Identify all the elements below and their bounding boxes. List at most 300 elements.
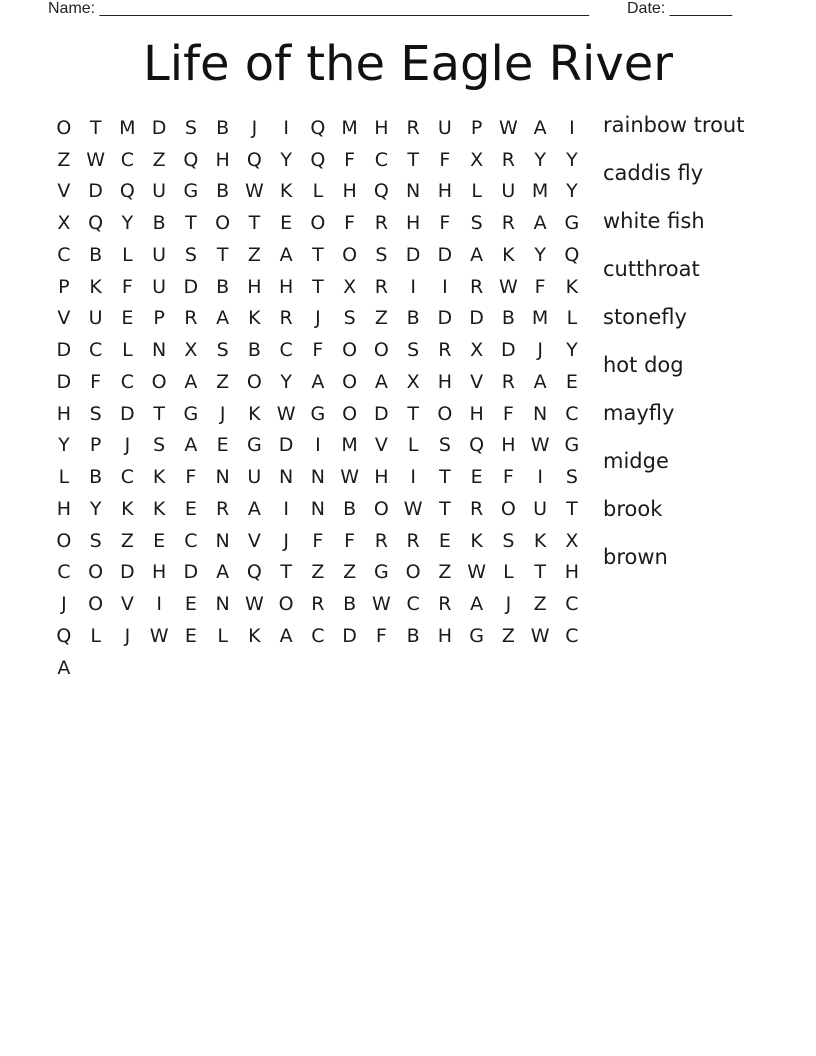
grid-letter: M: [341, 434, 358, 457]
grid-letter: R: [438, 339, 452, 362]
grid-letter: R: [501, 370, 515, 393]
grid-letter: M: [531, 307, 549, 330]
word-list-item: cutthroat: [603, 257, 700, 281]
grid-letter: N: [310, 497, 325, 520]
grid-letter: S: [216, 339, 229, 362]
name-field-label: Name: _______________________________________________________: [48, 0, 589, 17]
grid-letter: I: [442, 275, 448, 298]
grid-letter: Q: [310, 148, 326, 171]
grid-letter: F: [439, 212, 451, 235]
grid-letter: O: [405, 561, 421, 584]
grid-letter: U: [501, 180, 516, 203]
grid-letter: B: [216, 180, 230, 203]
grid-letter: B: [343, 593, 357, 616]
grid-letter: X: [406, 370, 420, 393]
grid-letter: L: [312, 180, 324, 203]
grid-letter: B: [216, 275, 230, 298]
grid-letter: U: [533, 497, 548, 520]
grid-letter: H: [278, 275, 294, 298]
grid-letter: Z: [438, 561, 452, 584]
grid-letter: I: [537, 466, 543, 489]
grid-letter: K: [248, 307, 261, 330]
grid-letter: Z: [311, 561, 325, 584]
grid-letter: J: [505, 593, 512, 616]
grid-letter: K: [248, 624, 261, 647]
grid-letter: O: [437, 402, 453, 425]
grid-letter: J: [124, 624, 131, 647]
grid-letter: R: [279, 307, 293, 330]
grid-letter: E: [565, 370, 578, 393]
word-list-item: rainbow trout: [603, 113, 745, 137]
grid-letter: C: [120, 148, 135, 171]
grid-letter: J: [251, 116, 258, 139]
grid-letter: D: [56, 370, 72, 393]
grid-letter: A: [279, 243, 293, 266]
grid-letter: W: [276, 402, 296, 425]
grid-letter: Y: [534, 148, 546, 171]
grid-letter: S: [89, 402, 102, 425]
grid-letter: H: [56, 497, 72, 520]
grid-letter: H: [469, 402, 484, 425]
grid-letter: P: [58, 275, 70, 298]
word-list-item: hot dog: [603, 353, 684, 377]
grid-letter: U: [152, 243, 167, 266]
grid-letter: W: [498, 275, 518, 298]
grid-letter: N: [279, 466, 294, 489]
grid-letter: R: [438, 593, 452, 616]
grid-letter: C: [120, 466, 135, 489]
grid-letter: Z: [501, 624, 515, 647]
grid-letter: T: [407, 148, 419, 171]
grid-letter: Y: [280, 370, 292, 393]
grid-letter: H: [342, 180, 357, 203]
grid-letter: Z: [120, 529, 134, 552]
grid-letter: V: [470, 370, 484, 393]
grid-letter: B: [501, 307, 515, 330]
grid-letter: K: [152, 466, 166, 489]
grid-letter: U: [437, 116, 452, 139]
grid-letter: W: [244, 180, 264, 203]
grid-letter: Y: [89, 497, 102, 520]
grid-letter: F: [312, 339, 324, 362]
grid-letter: Q: [183, 148, 199, 171]
grid-letter: J: [537, 339, 543, 362]
grid-letter: O: [56, 529, 72, 552]
grid-letter: T: [280, 561, 292, 584]
grid-letter: G: [310, 402, 326, 425]
grid-letter: V: [120, 593, 134, 616]
word-list-item: midge: [603, 449, 669, 473]
grid-letter: H: [437, 624, 453, 647]
grid-letter: W: [403, 497, 423, 520]
grid-letter: S: [184, 243, 197, 266]
grid-letter: S: [565, 466, 578, 489]
grid-letter: S: [89, 529, 102, 552]
grid-letter: F: [375, 624, 387, 647]
grid-letter: W: [498, 116, 518, 139]
grid-letter: R: [501, 212, 515, 235]
grid-letter: L: [122, 339, 133, 362]
grid-letter: N: [215, 466, 230, 489]
grid-letter: D: [278, 434, 294, 457]
grid-letter: H: [437, 370, 453, 393]
grid-letter: S: [375, 243, 388, 266]
grid-letter: Y: [566, 180, 578, 203]
word-list-item: brown: [603, 545, 668, 569]
grid-letter: E: [121, 307, 134, 330]
grid-letter: X: [470, 148, 484, 171]
grid-letter: T: [248, 212, 261, 235]
grid-letter: K: [89, 275, 102, 298]
grid-letter: D: [88, 180, 103, 203]
grid-letter: R: [311, 593, 325, 616]
grid-letter: C: [565, 402, 579, 425]
grid-letter: B: [406, 307, 420, 330]
grid-letter: C: [184, 529, 198, 552]
grid-letter: T: [89, 116, 102, 139]
grid-letter: L: [471, 180, 482, 203]
grid-letter: S: [407, 339, 420, 362]
grid-letter: U: [152, 180, 167, 203]
grid-letter: Z: [374, 307, 388, 330]
grid-letter: C: [406, 593, 420, 616]
grid-letter: E: [184, 497, 197, 520]
word-list-item: stonefly: [603, 305, 687, 329]
grid-letter: O: [88, 593, 104, 616]
grid-letter: T: [185, 212, 197, 235]
grid-letter: J: [283, 529, 289, 552]
grid-letter: F: [344, 148, 356, 171]
word-list: [603, 110, 744, 590]
grid-letter: T: [153, 402, 165, 425]
grid-letter: R: [406, 529, 420, 552]
grid-letter: O: [342, 339, 358, 362]
grid-letter: O: [215, 212, 231, 235]
grid-letter: S: [502, 529, 515, 552]
grid-letter: N: [310, 466, 325, 489]
grid-letter: C: [57, 243, 71, 266]
grid-letter: P: [153, 307, 165, 330]
grid-letter: C: [57, 561, 71, 584]
grid-letter: L: [407, 434, 419, 457]
grid-letter: Q: [119, 180, 135, 203]
grid-letter: V: [374, 434, 388, 457]
grid-letter: F: [502, 466, 514, 489]
grid-letter: Q: [469, 434, 485, 457]
grid-letter: T: [439, 466, 451, 489]
grid-letter: K: [502, 243, 515, 266]
grid-letter: Y: [534, 243, 546, 266]
grid-letter: D: [437, 307, 453, 330]
grid-letter: A: [216, 561, 230, 584]
grid-letter: S: [470, 212, 483, 235]
grid-letter: F: [90, 370, 102, 393]
grid-letter: M: [341, 116, 358, 139]
grid-letter: F: [534, 275, 546, 298]
grid-letter: K: [152, 497, 166, 520]
grid-letter: A: [374, 370, 388, 393]
grid-letter: S: [438, 434, 451, 457]
grid-letter: D: [405, 243, 421, 266]
grid-letter: Z: [247, 243, 261, 266]
grid-letter: N: [406, 180, 421, 203]
grid-letter: A: [533, 116, 547, 139]
grid-letter: B: [89, 466, 103, 489]
grid-letter: I: [315, 434, 321, 457]
date-field-label: Date: _______: [627, 0, 732, 17]
grid-letter: Z: [57, 148, 71, 171]
grid-letter: D: [120, 561, 135, 584]
page-title: Life of the Eagle River: [142, 36, 673, 92]
grid-letter: H: [215, 148, 230, 171]
grid-letter: T: [439, 497, 451, 520]
word-list-item: white fish: [603, 209, 705, 233]
grid-letter: R: [216, 497, 230, 520]
grid-letter: R: [470, 275, 484, 298]
grid-letter: G: [183, 402, 199, 425]
grid-letter: T: [407, 402, 419, 425]
grid-letter: G: [247, 434, 262, 457]
grid-letter: E: [184, 593, 197, 616]
grid-letter: U: [88, 307, 103, 330]
grid-letter: P: [470, 116, 483, 139]
grid-letter: H: [374, 466, 389, 489]
grid-letter: A: [184, 434, 198, 457]
grid-letter: N: [152, 339, 167, 362]
grid-letter: O: [56, 116, 72, 139]
grid-letter: B: [216, 116, 230, 139]
grid-letter: D: [56, 339, 72, 362]
grid-letter: O: [373, 339, 389, 362]
grid-letter: H: [501, 434, 516, 457]
grid-letter: S: [343, 307, 356, 330]
grid-letter: Q: [373, 180, 389, 203]
grid-letter: D: [120, 402, 135, 425]
grid-letter: T: [534, 561, 546, 584]
grid-letter: G: [564, 212, 580, 235]
grid-letter: D: [183, 561, 199, 584]
grid-letter: W: [467, 561, 487, 584]
grid-letter: J: [315, 307, 321, 330]
grid-letter: L: [58, 466, 70, 489]
grid-letter: C: [565, 624, 579, 647]
grid-letter: A: [247, 497, 261, 520]
grid-letter: A: [533, 212, 547, 235]
grid-letter: F: [344, 212, 356, 235]
grid-letter: I: [410, 466, 416, 489]
grid-letter: Y: [566, 148, 578, 171]
grid-letter: A: [184, 370, 198, 393]
grid-letter: Z: [152, 148, 166, 171]
grid-letter: O: [342, 402, 358, 425]
grid-letter: K: [565, 275, 579, 298]
grid-letter: A: [216, 307, 230, 330]
grid-letter: F: [312, 529, 324, 552]
grid-letter: W: [244, 593, 264, 616]
grid-letter: O: [373, 497, 389, 520]
grid-letter: R: [501, 148, 515, 171]
grid-letter: V: [57, 180, 71, 203]
grid-letter: S: [184, 116, 197, 139]
grid-letter: X: [184, 339, 198, 362]
grid-letter: X: [470, 339, 484, 362]
grid-letter: W: [149, 624, 169, 647]
grid-letter: I: [156, 593, 162, 616]
grid-letter: G: [183, 180, 199, 203]
grid-letter: P: [89, 434, 102, 457]
grid-letter: B: [89, 243, 103, 266]
grid-letter: H: [151, 561, 167, 584]
grid-letter: W: [530, 624, 550, 647]
grid-letter: D: [501, 339, 516, 362]
grid-letter: E: [470, 466, 483, 489]
grid-letter: E: [280, 212, 293, 235]
grid-letter: N: [215, 593, 230, 616]
grid-letter: L: [90, 624, 101, 647]
grid-letter: X: [343, 275, 357, 298]
word-list-item: brook: [603, 497, 663, 521]
word-list-item: caddis fly: [603, 161, 704, 185]
grid-letter: E: [184, 624, 197, 647]
grid-letter: A: [311, 370, 325, 393]
grid-letter: A: [533, 370, 547, 393]
grid-letter: L: [122, 243, 133, 266]
grid-letter: J: [124, 434, 131, 457]
grid-letter: G: [564, 434, 580, 457]
grid-letter: C: [120, 370, 135, 393]
grid-letter: U: [247, 466, 262, 489]
grid-letter: M: [119, 116, 136, 139]
grid-letter: C: [565, 593, 579, 616]
grid-letter: D: [374, 402, 389, 425]
grid-letter: E: [216, 434, 229, 457]
grid-letter: F: [185, 466, 197, 489]
grid-letter: V: [247, 529, 261, 552]
grid-letter: H: [247, 275, 262, 298]
grid-letter: A: [57, 656, 71, 679]
grid-letter: Q: [56, 624, 72, 647]
grid-letter: O: [310, 212, 326, 235]
grid-letter: F: [502, 402, 514, 425]
grid-letter: O: [278, 593, 294, 616]
grid-letter: X: [57, 212, 71, 235]
grid-letter: F: [439, 148, 451, 171]
grid-letter: B: [343, 497, 357, 520]
grid-letter: K: [470, 529, 483, 552]
grid-letter: Q: [88, 212, 104, 235]
grid-letter: Q: [246, 148, 262, 171]
grid-letter: O: [88, 561, 104, 584]
grid-letter: Z: [343, 561, 357, 584]
grid-letter: Y: [280, 148, 292, 171]
grid-letter: Q: [246, 561, 262, 584]
grid-letter: N: [215, 529, 230, 552]
grid-letter: C: [311, 624, 325, 647]
grid-letter: L: [503, 561, 514, 584]
grid-letter: H: [405, 212, 421, 235]
grid-letter: O: [342, 370, 358, 393]
grid-letter: A: [470, 243, 484, 266]
grid-letter: D: [342, 624, 357, 647]
grid-letter: T: [312, 243, 324, 266]
grid-letter: W: [340, 466, 360, 489]
grid-letter: O: [342, 243, 358, 266]
grid-letter: W: [86, 148, 106, 171]
grid-letter: O: [151, 370, 167, 393]
grid-letter: G: [374, 561, 389, 584]
grid-letter: Y: [121, 212, 134, 235]
grid-letter: A: [279, 624, 293, 647]
grid-letter: R: [374, 529, 388, 552]
grid-letter: E: [153, 529, 166, 552]
grid-letter: F: [121, 275, 133, 298]
grid-letter: R: [374, 212, 388, 235]
grid-letter: D: [437, 243, 453, 266]
grid-letter: I: [410, 275, 416, 298]
grid-letter: L: [217, 624, 228, 647]
grid-letter: J: [219, 402, 226, 425]
grid-letter: Y: [566, 339, 578, 362]
grid-letter: I: [569, 116, 575, 139]
grid-letter: H: [437, 180, 453, 203]
grid-letter: O: [246, 370, 262, 393]
grid-letter: H: [374, 116, 389, 139]
grid-letter: O: [500, 497, 516, 520]
grid-letter: B: [152, 212, 166, 235]
grid-letter: I: [283, 116, 289, 139]
grid-letter: X: [565, 529, 579, 552]
grid-letter: K: [121, 497, 134, 520]
grid-letter: E: [438, 529, 451, 552]
grid-letter: I: [283, 497, 289, 520]
grid-letter: G: [469, 624, 484, 647]
grid-letter: K: [279, 180, 293, 203]
grid-letter: K: [248, 402, 261, 425]
grid-letter: Q: [564, 243, 580, 266]
grid-letter: B: [247, 339, 261, 362]
grid-letter: S: [153, 434, 166, 457]
word-list-item: mayfly: [603, 401, 675, 425]
grid-letter: H: [56, 402, 72, 425]
grid-letter: C: [374, 148, 389, 171]
grid-letter: H: [564, 561, 580, 584]
grid-letter: K: [533, 529, 547, 552]
grid-letter: C: [279, 339, 293, 362]
grid-letter: Z: [533, 593, 547, 616]
grid-letter: U: [152, 275, 167, 298]
grid-letter: R: [184, 307, 198, 330]
grid-letter: J: [61, 593, 67, 616]
grid-letter: Z: [216, 370, 230, 393]
grid-letter: D: [183, 275, 199, 298]
grid-letter: D: [151, 116, 167, 139]
grid-letter: M: [531, 180, 549, 203]
grid-letter: T: [312, 275, 324, 298]
grid-letter: A: [470, 593, 484, 616]
grid-letter: R: [374, 275, 388, 298]
grid-letter: W: [371, 593, 391, 616]
grid-letter: D: [469, 307, 484, 330]
grid-letter: R: [470, 497, 484, 520]
grid-letter: W: [530, 434, 550, 457]
grid-letter: T: [566, 497, 578, 520]
grid-letter: V: [57, 307, 71, 330]
grid-letter: B: [406, 624, 420, 647]
grid-letter: N: [533, 402, 548, 425]
grid-letter: Q: [310, 116, 326, 139]
grid-letter: Y: [58, 434, 70, 457]
letter-grid: [48, 112, 588, 684]
